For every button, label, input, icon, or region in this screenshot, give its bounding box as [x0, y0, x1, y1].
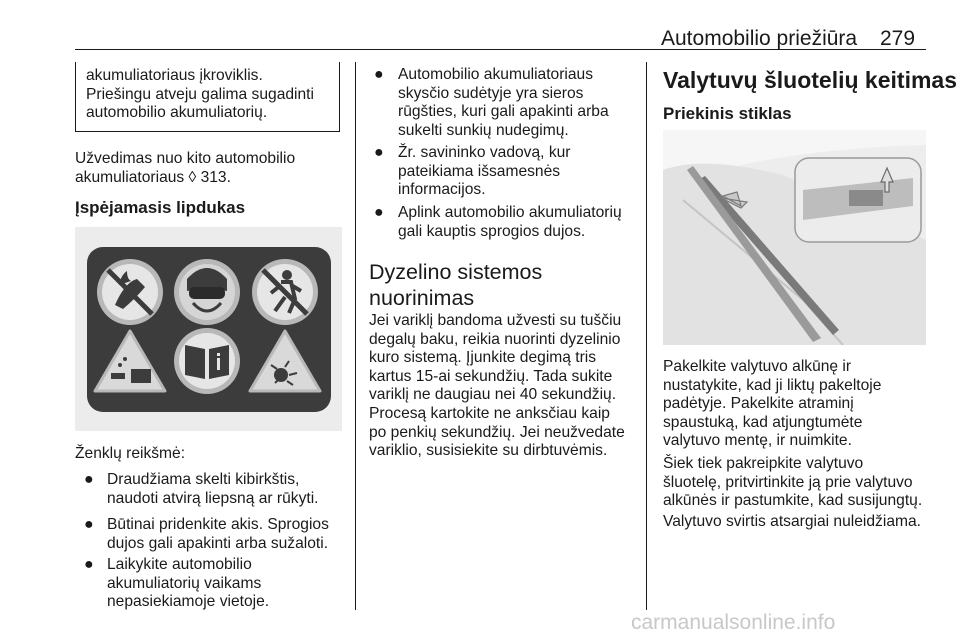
text-line: spaustuką, kad atjungtumėte [663, 413, 863, 431]
notice-box [75, 62, 340, 132]
no-fire-icon [97, 259, 163, 325]
left-bullet-2 [107, 516, 329, 553]
jump-start-paragraph [75, 150, 295, 187]
wiper-paragraph-2 [663, 455, 922, 511]
notice-line: automobilio akumuliatorių. [86, 104, 268, 122]
bullet-dot: ● [374, 204, 384, 221]
warning-label-heading: Įspėjamasis lipdukas [75, 198, 246, 217]
text-line: šluotelę, pritvirtinkite ją prie valytuvo [663, 473, 913, 491]
bullet-dot: ● [84, 516, 94, 533]
wiper-paragraph-1 [663, 358, 881, 451]
text-line: valytuvo mentę, ir nuimkite. [663, 432, 852, 450]
text-line: padėtyje. Pakelkite atraminį [663, 395, 854, 413]
text-line: Aplink automobilio akumuliatorių [398, 204, 622, 221]
text-line: sukelti sunkių nudegimų. [398, 121, 569, 139]
text-line: kartus 15-ai sekundžių. Tada sukite [369, 367, 613, 385]
middle-bullet-1 [398, 66, 609, 140]
detail-inset [795, 158, 921, 242]
text-line: informacijos. [398, 181, 486, 199]
text-line: Jei variklį bandoma užvesti su tuščiu [369, 312, 622, 329]
text-line: akumuliatorių vaikams [107, 574, 262, 592]
text-line: gali kauptis sprogios dujos. [398, 222, 586, 240]
text-line: Užvedimas nuo kito automobilio [75, 150, 296, 167]
eye-protection-icon [174, 259, 240, 325]
sub-heading: Priekinis stiklas [663, 104, 792, 123]
column-divider-right [646, 62, 647, 610]
notice-line: Priešingu atveju galima sugadinti [86, 85, 314, 103]
symbols-intro: Ženklų reikšmė: [75, 445, 186, 462]
text-line: Būtinai pridenkite akis. Sprogios [107, 516, 329, 533]
bullet-dot: ● [84, 471, 94, 488]
text-line: pateikiama išsamesnės [398, 162, 561, 180]
text-line: Procesą kartokite ne anksčiau kaip [369, 404, 610, 422]
middle-bullet-2 [398, 144, 570, 200]
wiper-paragraph-3: Valytuvo svirtis atsargiai nuleidžiama. [663, 513, 921, 530]
footer-watermark: carmanualsonline.info [631, 611, 836, 634]
text-line: akumuliatoriaus ◊ 313. [75, 168, 231, 186]
middle-bullet-3 [398, 204, 622, 241]
diesel-heading [369, 259, 542, 311]
heading-line: nuorinimas [369, 286, 475, 310]
text-line: dujos gali apakinti arba sužaloti. [107, 534, 329, 552]
heading-line: Dyzelino sistemos [369, 260, 543, 284]
battery-warning-sticker [75, 227, 342, 431]
text-line: variklio, susisiekite su dirbtuvėmis. [369, 442, 608, 460]
bullet-dot: ● [374, 144, 384, 161]
text-line: Pakelkite valytuvo alkūnę ir [663, 358, 852, 375]
text-line: po penkių sekundžių. Jei neužvedate [369, 423, 625, 441]
keep-children-away-icon [252, 259, 318, 325]
section-heading: Valytuvų šluotelių keitimas [663, 67, 957, 93]
left-bullet-3 [107, 556, 269, 612]
text-line: alkūnės ir pastumkite, kad susijungtų. [663, 492, 923, 510]
text-line: nepasiekiamoje vietoje. [107, 593, 270, 611]
text-line: variklį ne daugiau nei 40 sekundžių. [369, 386, 617, 404]
page-number: 279 [880, 27, 916, 50]
left-bullet-1 [107, 471, 319, 508]
text-line: rūgšties, kuri gali apakinti arba [398, 103, 609, 121]
bullet-dot: ● [84, 556, 94, 573]
text-line: Žr. savininko vadovą, kur [398, 144, 571, 161]
column-divider-left [355, 62, 356, 610]
text-line: skysčio sudėtyje yra sieros [398, 84, 584, 102]
text-line: Automobilio akumuliatoriaus [398, 66, 594, 83]
text-line: naudoti atvirą liepsną ar rūkyti. [107, 489, 319, 507]
diesel-paragraph [369, 312, 625, 461]
text-line: degalų baku, reikia nuorinti dyzelinio [369, 330, 621, 348]
read-manual-icon [174, 328, 240, 394]
text-line: Draudžiama skelti kibirkštis, [107, 471, 300, 488]
header-rule [75, 49, 926, 50]
text-line: kuro sistemą. Įjunkite degimą tris [369, 349, 597, 367]
page-header-title: Automobilio priežiūra [661, 27, 858, 50]
text-line: Laikykite automobilio [107, 556, 252, 573]
text-line: nustatykite, kad ji liktų pakeltoje [663, 376, 882, 394]
wiper-illustration [663, 130, 926, 345]
text-line: Šiek tiek pakreipkite valytuvo [663, 455, 864, 472]
notice-line: akumuliatoriaus įkroviklis. [86, 67, 263, 84]
bullet-dot: ● [374, 66, 384, 83]
